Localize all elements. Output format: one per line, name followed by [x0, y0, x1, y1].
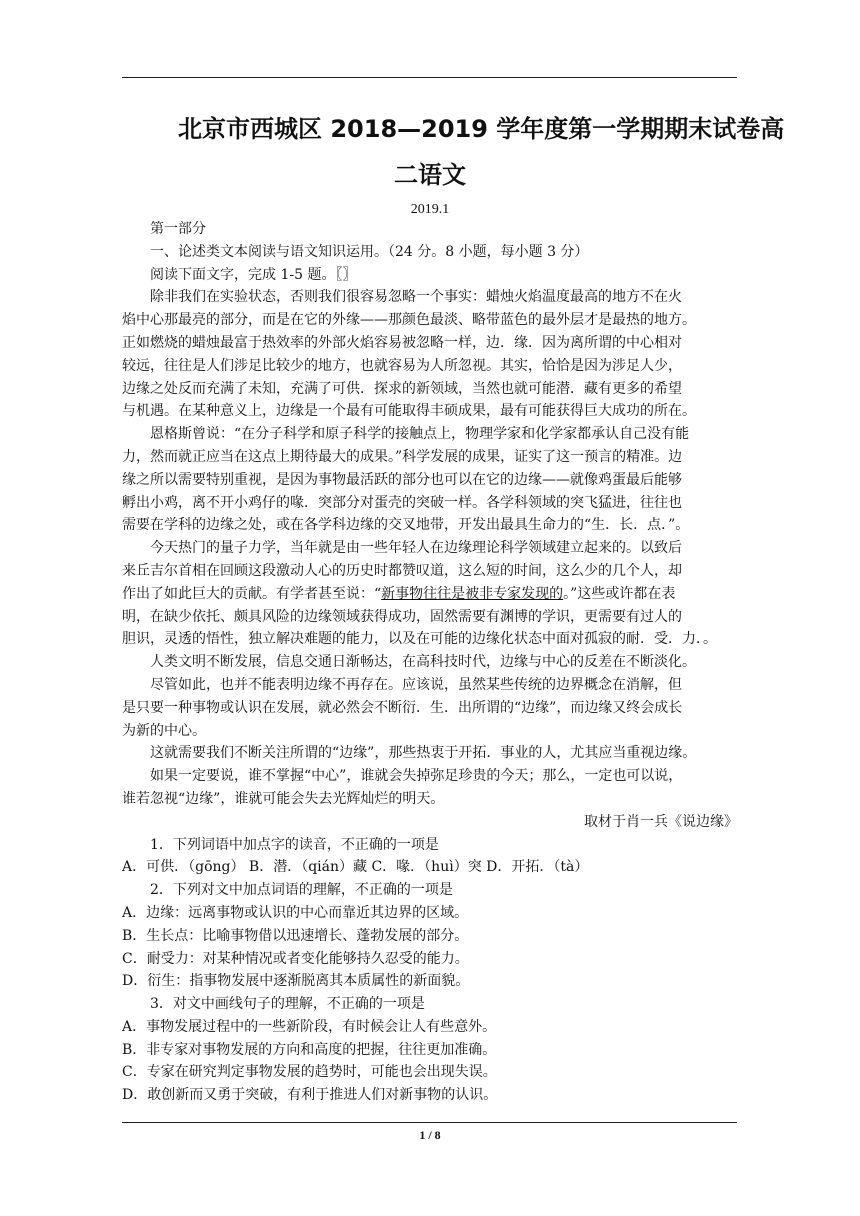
passage-line: 人类文明不断发展，信息交通日渐畅达，在高科技时代，边缘与中心的反差在不断淡化。	[150, 654, 696, 671]
question-1-options: A．可供．（gōng） B．潜．（qián）藏 C．喙．（huì）突 D．开拓．（tà）	[122, 859, 589, 876]
passage-line: 这就需要我们不断关注所谓的“边缘”，那些热衷于开拓．事业的人，尤其应当重视边缘。	[150, 745, 697, 762]
section-heading: 第一部分	[150, 221, 206, 237]
passage-text: 。”这些或许都在表	[563, 585, 676, 602]
passage-line: 正如燃烧的蜡烛最富于热效率的外部火焰容易被忽略一样，边．缘．因为离所谓的中心相对	[122, 334, 682, 351]
question-3-option-b: B．非专家对事物发展的方向和高度的把握，往往更加准确。	[122, 1041, 497, 1058]
question-2-option-a: A．边缘：远离事物或认识的中心而靠近其边界的区域。	[122, 904, 469, 921]
passage-line: 恩格斯曾说：“在分子科学和原子科学的接触点上，物理学家和化学家都承认自己没有能	[150, 426, 690, 443]
passage-line: 谁若忽视“边缘”，谁就可能会失去光辉灿烂的明天。	[122, 790, 445, 807]
passage-line: 胆识，灵透的悟性，独立解决难题的能力，以及在可能的边缘化状态中面对孤寂的耐．受．力．。	[122, 631, 717, 648]
passage-line: 来丘吉尔首相在回顾这段激动人心的历史时都赞叹道，这么短的时间，这么少的几个人，却	[122, 562, 682, 579]
passage-line	[122, 583, 742, 606]
passage-line: 力，然而就正应当在这点上期待最大的成果。”科学发展的成果，证实了这一预言的精准。边	[122, 448, 683, 465]
passage-line: 与机遇。在某种意义上，边缘是一个最有可能取得丰硕成果，最有可能获得巨大成功的所在。	[122, 403, 696, 420]
passage-line: 明，在缺少依托、颇具风险的边缘领域获得成功，固然需要有渊博的学识，更需要有过人的	[122, 608, 682, 625]
underlined-sentence: 新事物往往是被非专家发现的	[381, 585, 564, 602]
question-3: 3．对文中画线句子的理解，不正确的一项是	[150, 996, 425, 1013]
passage-line: 是只要一种事物或认识在发展，就必然会不断衍．生．出所谓的“边缘”，而边缘又终会成长	[122, 699, 683, 716]
header-rule	[122, 77, 737, 78]
question-3-option-a: A．事物发展过程中的一些新阶段，有时候会让人有些意外。	[122, 1018, 497, 1035]
passage-line: 边缘之处反而充满了未知，充满了可供．探求的新领域，当然也就可能潜．藏有更多的希望	[122, 380, 682, 397]
document-title-line-2: 二语文	[394, 161, 466, 189]
passage-line: 需要在学科的边缘之处，或在各学科边缘的交叉地带，开发出最具生命力的“生．长．点．”。	[122, 517, 690, 534]
question-3-option-c: C．专家在研究判定事物发展的趋势时，可能也会出现失误。	[122, 1064, 497, 1081]
footer-rule	[122, 1122, 737, 1123]
passage-line: 尽管如此，也并不能表明边缘不再存在。应该说，虽然某些传统的边界概念在消解，但	[150, 676, 682, 693]
question-1: 1．下列词语中加点字的读音，不正确的一项是	[150, 836, 439, 853]
passage-source: 取材于肖一兵《说边缘》	[584, 813, 738, 830]
passage-line: 焰中心那最亮的部分，而是在它的外缘——那颜色最淡、略带蓝色的最外层才是最热的地方。	[122, 312, 696, 329]
reading-instruction: 阅读下面文字，完成 1-5 题。〖〗	[150, 266, 357, 283]
passage-line: 缘之所以需要特别重视，是因为事物最活跃的部分也可以在它的边缘——就像鸡蛋最后能够	[122, 471, 682, 488]
document-date: 2019.1	[410, 202, 450, 217]
passage-text: 作出了如此巨大的贡献。有学者甚至说：“	[122, 585, 382, 602]
document-body	[122, 218, 742, 1107]
page-number: 1 / 8	[419, 1128, 441, 1142]
passage-line: 孵出小鸡，离不开小鸡仔的喙．突部分对蛋壳的突破一样。各学科领域的突飞猛进，往往也	[122, 494, 682, 511]
passage-line: 今天热门的量子力学，当年就是由一些年轻人在边缘理论科学领域建立起来的。以致后	[150, 540, 682, 557]
question-2: 2．下列对文中加点词语的理解，不正确的一项是	[150, 882, 453, 899]
question-2-option-b: B．生长点：比喻事物借以迅速增长、蓬勃发展的部分。	[122, 927, 469, 944]
question-2-option-d: D．衍生：指事物发展中逐渐脱离其本质属性的新面貌。	[122, 973, 470, 990]
question-3-option-d: D．敢创新而又勇于突破，有利于推进人们对新事物的认识。	[122, 1087, 498, 1104]
question-2-option-c: C．耐受力：对某种情况或者变化能够持久忍受的能力。	[122, 950, 469, 967]
passage-line: 除非我们在实验状态，否则我们很容易忽略一个事实：蜡烛火焰温度最高的地方不在火	[150, 289, 682, 306]
passage-line: 如果一定要说，谁不掌握“中心”，谁就会失掉弥足珍贵的今天；那么，一定也可以说，	[150, 768, 683, 785]
passage-line: 较远，往往是人们涉足比较少的地方，也就容易为人所忽视。其实，恰恰是因为涉足人少，	[122, 357, 682, 374]
section-instruction: 一、论述类文本阅读与语文知识运用。（24 分。8 小题，每小题 3 分）	[150, 243, 589, 260]
document-title-line-1: 北京市西城区 2018—2019 学年度第一学期期末试卷高	[178, 115, 785, 143]
passage-line: 为新的中心。	[122, 722, 206, 739]
